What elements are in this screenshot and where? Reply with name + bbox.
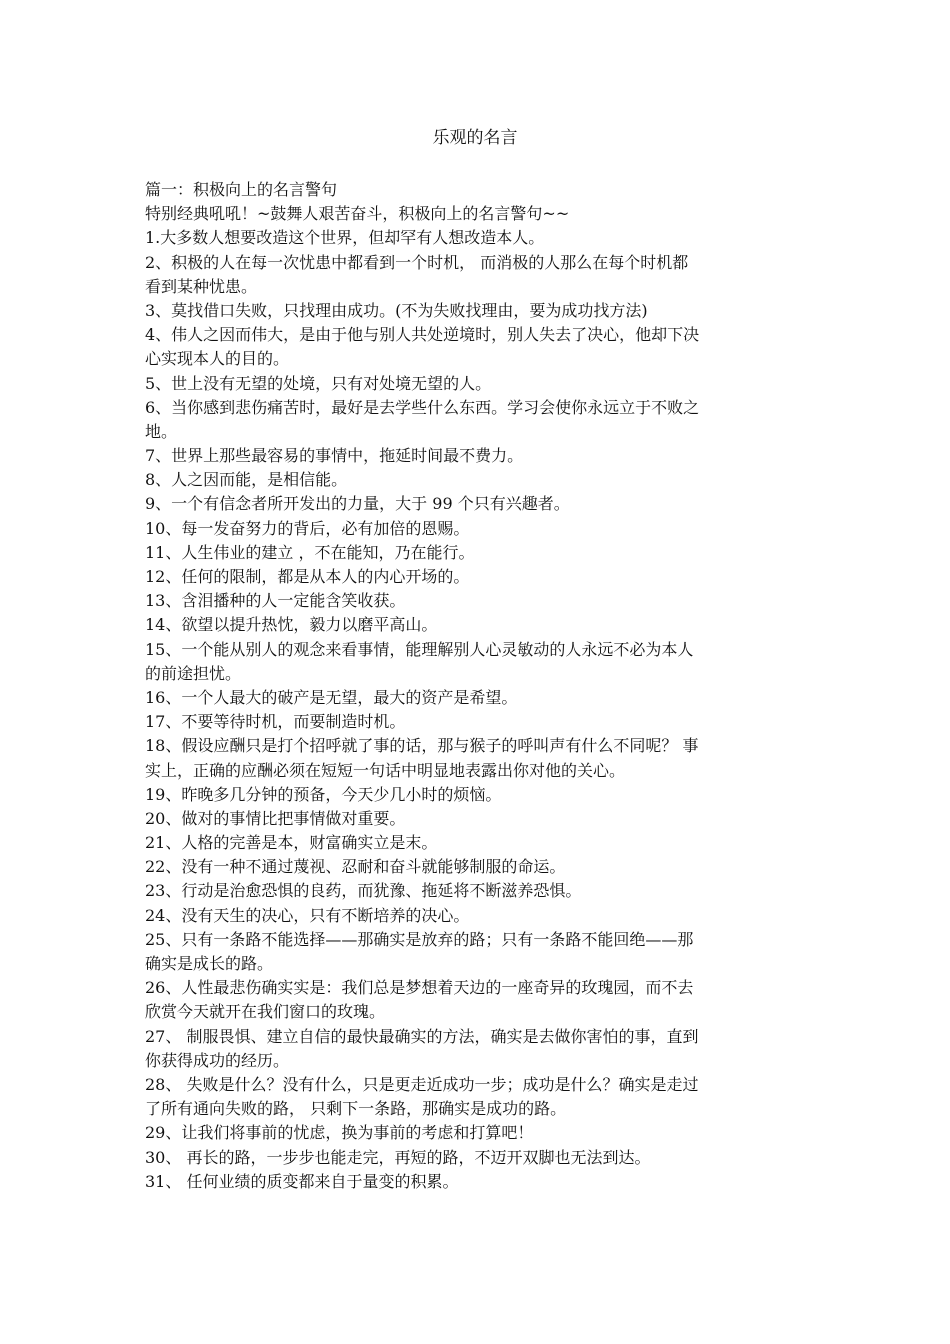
text-line: 地。: [145, 421, 178, 441]
text-line: 2、积极的人在每一次忧患中都看到一个时机， 而消极的人那么在每个时机都: [145, 252, 689, 272]
text-line: 20、做对的事情比把事情做对重要。: [145, 808, 406, 828]
text-line: 篇一：积极向上的名言警句: [145, 180, 338, 199]
document-title: 乐观的名言: [432, 128, 518, 148]
text-line: 5、世上没有无望的处境，只有对处境无望的人。: [145, 373, 492, 393]
text-line: 18、假设应酬只是打个招呼就了事的话，那与猴子的呼叫声有什么不同呢？ 事: [145, 736, 699, 756]
text-line: 实上，正确的应酬必须在短短一句话中明显地表露出你对他的关心。: [145, 760, 626, 780]
text-line: 特别经典吼吼！~鼓舞人艰苦奋斗，积极向上的名言警句~~: [145, 204, 570, 224]
text-line: 心实现本人的目的。: [145, 349, 290, 369]
text-line: 3、莫找借口失败，只找理由成功。(不为失败找理由，要为成功找方法): [145, 300, 648, 320]
text-line: 了所有通向失败的路， 只剩下一条路，那确实是成功的路。: [145, 1099, 567, 1119]
document-body: [145, 178, 809, 1194]
text-line: 欣赏今天就开在我们窗口的玫瑰。: [145, 1002, 386, 1022]
text-line: 8、人之因而能，是相信能。: [145, 470, 348, 490]
text-line: 28、 失败是什么？没有什么，只是更走近成功一步；成功是什么？确实是走过: [145, 1074, 699, 1094]
text-line: 7、世界上那些最容易的事情中，拖延时间最不费力。: [145, 446, 524, 466]
text-line: 26、人性最悲伤确实实是：我们总是梦想着天边的一座奇异的玫瑰园，而不去: [145, 978, 694, 998]
text-line: 12、任何的限制，都是从本人的内心开场的。: [145, 567, 470, 586]
text-line: 19、昨晚多几分钟的预备，今天少几小时的烦恼。: [145, 784, 502, 804]
text-line: 4、伟人之因而伟大，是由于他与别人共处逆境时，别人失去了决心，他却下决: [145, 325, 700, 345]
text-line: 14、欲望以提升热忱，毅力以磨平高山。: [145, 615, 438, 635]
text-line: 23、行动是治愈恐惧的良药，而犹豫、拖延将不断滋养恐惧。: [145, 881, 582, 901]
text-line: 13、含泪播种的人一定能含笑收获。: [145, 591, 406, 611]
text-line: 10、每一发奋努力的背后，必有加倍的恩赐。: [145, 518, 470, 538]
text-line: 27、 制服畏惧、建立自信的最快最确实的方法，确实是去做你害怕的事，直到: [145, 1026, 699, 1046]
text-line: 15、一个能从别人的观念来看事情，能理解别人心灵敏动的人永远不必为本人: [145, 639, 694, 659]
text-line: 1.大多数人想要改造这个世界，但却罕有人想改造本人。: [145, 228, 545, 248]
text-line: 的前途担忧。: [145, 663, 242, 683]
text-line: 确实是成长的路。: [145, 954, 274, 973]
text-line: 11、人生伟业的建立 ，不在能知，乃在能行。: [145, 542, 475, 562]
text-line: 9、一个有信念者所开发出的力量，大于 99 个只有兴趣者。: [145, 494, 570, 514]
text-line: 31、 任何业绩的质变都来自于量变的积累。: [145, 1171, 459, 1191]
text-line: 22、没有一种不通过蔑视、忍耐和奋斗就能够制服的命运。: [145, 857, 566, 877]
text-line: 29、让我们将事前的忧虑，换为事前的考虑和打算吧！: [145, 1123, 534, 1143]
text-line: 21、人格的完善是本，财富确实立是末。: [145, 833, 438, 853]
text-line: 17、不要等待时机，而要制造时机。: [145, 712, 406, 732]
text-line: 16、一个人最大的破产是无望，最大的资产是希望。: [145, 687, 518, 707]
text-line: 24、没有天生的决心，只有不断培养的决心。: [145, 905, 470, 925]
text-line: 25、只有一条路不能选择——那确实是放弃的路；只有一条路不能回绝——那: [145, 929, 694, 949]
text-line: 看到某种忧患。: [145, 276, 258, 296]
text-line: 6、当你感到悲伤痛苦时，最好是去学些什么东西。学习会使你永远立于不败之: [145, 397, 700, 417]
text-line: 30、 再长的路，一步步也能走完，再短的路，不迈开双脚也无法到达。: [145, 1147, 651, 1167]
text-line: 你获得成功的经历。: [145, 1050, 290, 1070]
